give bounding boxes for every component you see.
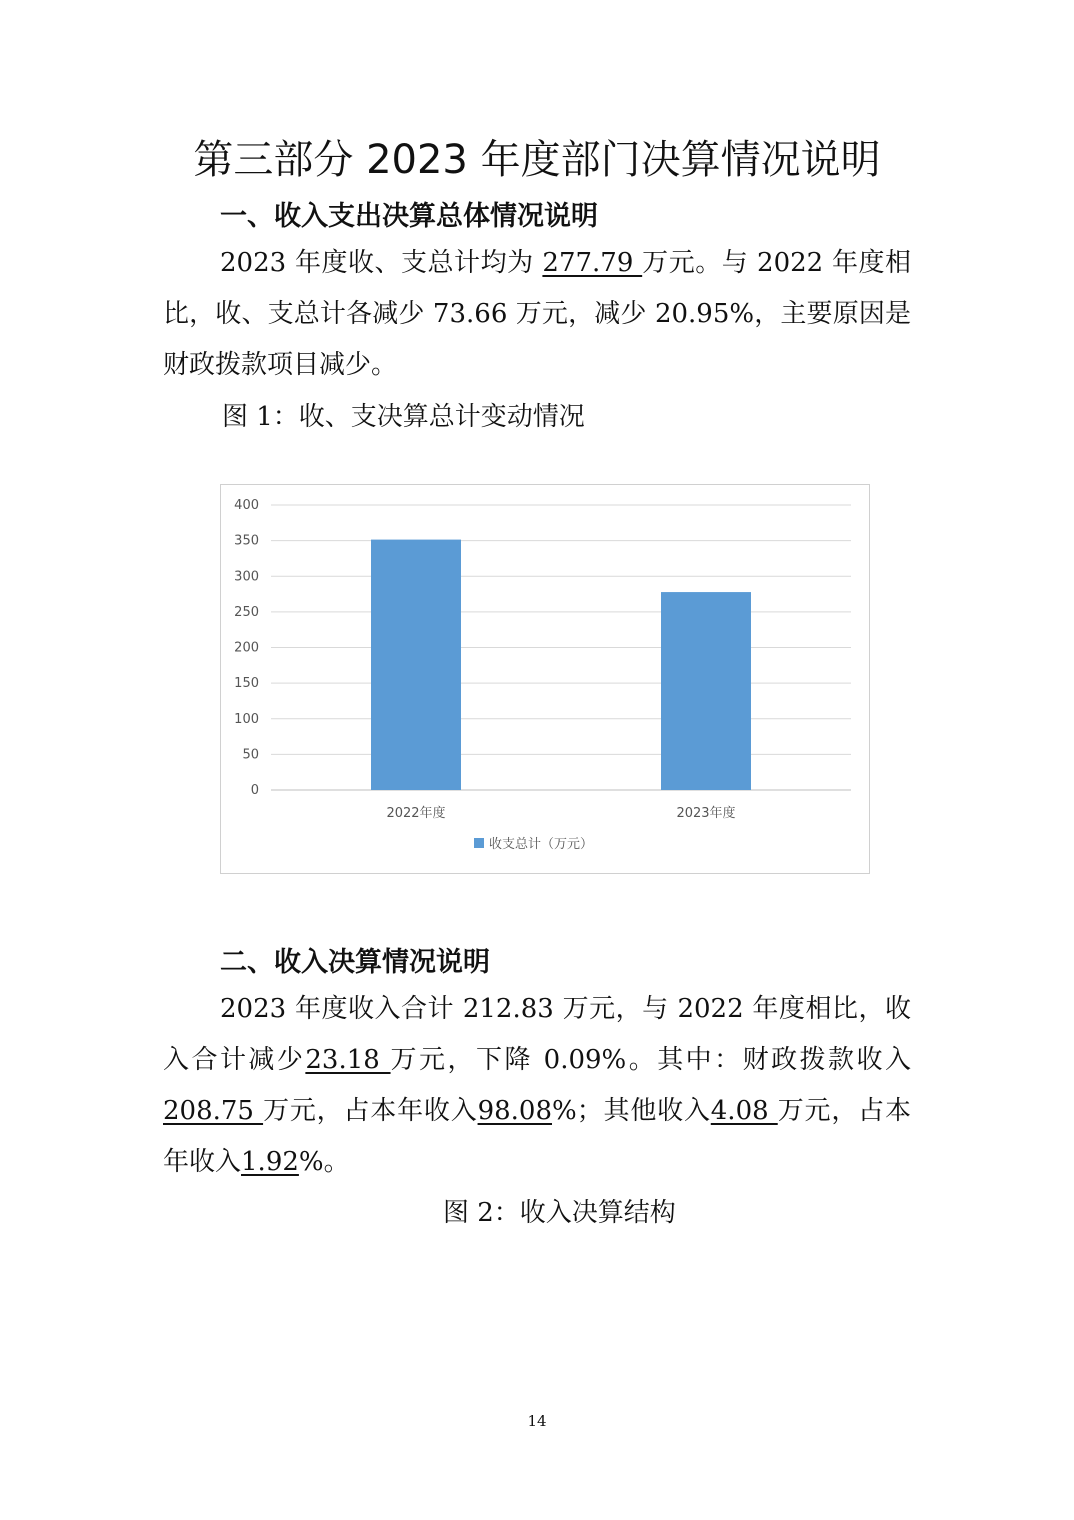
section2-text-4: %；其他收入 (552, 1096, 711, 1126)
revenue-decrease-value: 23.18 (305, 1045, 391, 1075)
bar (371, 540, 461, 790)
y-tick-label: 250 (234, 604, 259, 620)
section2-text-3: 万元，占本年收入 (263, 1096, 478, 1126)
y-tick-label: 300 (234, 569, 259, 585)
section1-text-a: 2023 年度收、支总计均为 (220, 248, 534, 278)
other-share-value: 1.92 (241, 1147, 299, 1177)
fiscal-share-value: 98.08 (477, 1096, 552, 1126)
section2-text-2: 万元，下降 0.09%。其中：财政拨款收入 (390, 1045, 911, 1075)
y-tick-label: 50 (242, 747, 259, 763)
section2-text-6: %。 (298, 1147, 350, 1177)
section2-paragraph (163, 984, 911, 1188)
section1-heading: 一、收入支出决算总体情况说明 (220, 201, 598, 232)
section2-text-5: 万元，占本年收入 (163, 1096, 911, 1177)
y-tick-label: 0 (250, 783, 259, 798)
legend-label: 收支总计（万元） (489, 837, 594, 852)
x-tick-label: 2022年度 (386, 806, 446, 821)
page-number: 14 (527, 1412, 547, 1430)
y-tick-label: 200 (234, 640, 259, 656)
y-tick-label: 100 (234, 711, 259, 727)
figure2-caption: 图 2：收入决算结构 (443, 1198, 676, 1228)
y-tick-label: 350 (234, 533, 259, 549)
section2-text-1: 2023 年度收入合计 212.83 万元，与 2022 年度相比，收入合计减少 (163, 994, 911, 1075)
figure1-caption: 图 1：收、支决算总计变动情况 (222, 402, 585, 432)
other-income-value: 4.08 (710, 1096, 778, 1126)
bar (661, 592, 751, 790)
figure1-chart (220, 484, 870, 874)
page-title: 第三部分 2023 年度部门决算情况说明 (193, 137, 881, 183)
bar-chart-svg (221, 485, 871, 875)
section1-total-value: 277.79 (542, 248, 643, 278)
x-tick-label: 2023年度 (676, 806, 736, 821)
legend-swatch (474, 838, 484, 848)
y-tick-label: 400 (234, 498, 259, 513)
section1-paragraph (163, 238, 911, 391)
section1-text-b: 万元。与 2022 年度相比，收、支总计各减少 73.66 万元，减少 20.95%，主要原因是财政拨款项目减少。 (163, 248, 912, 380)
fiscal-appropriation-value: 208.75 (163, 1096, 264, 1126)
section2-heading: 二、收入决算情况说明 (220, 947, 490, 978)
y-tick-label: 150 (234, 676, 259, 692)
